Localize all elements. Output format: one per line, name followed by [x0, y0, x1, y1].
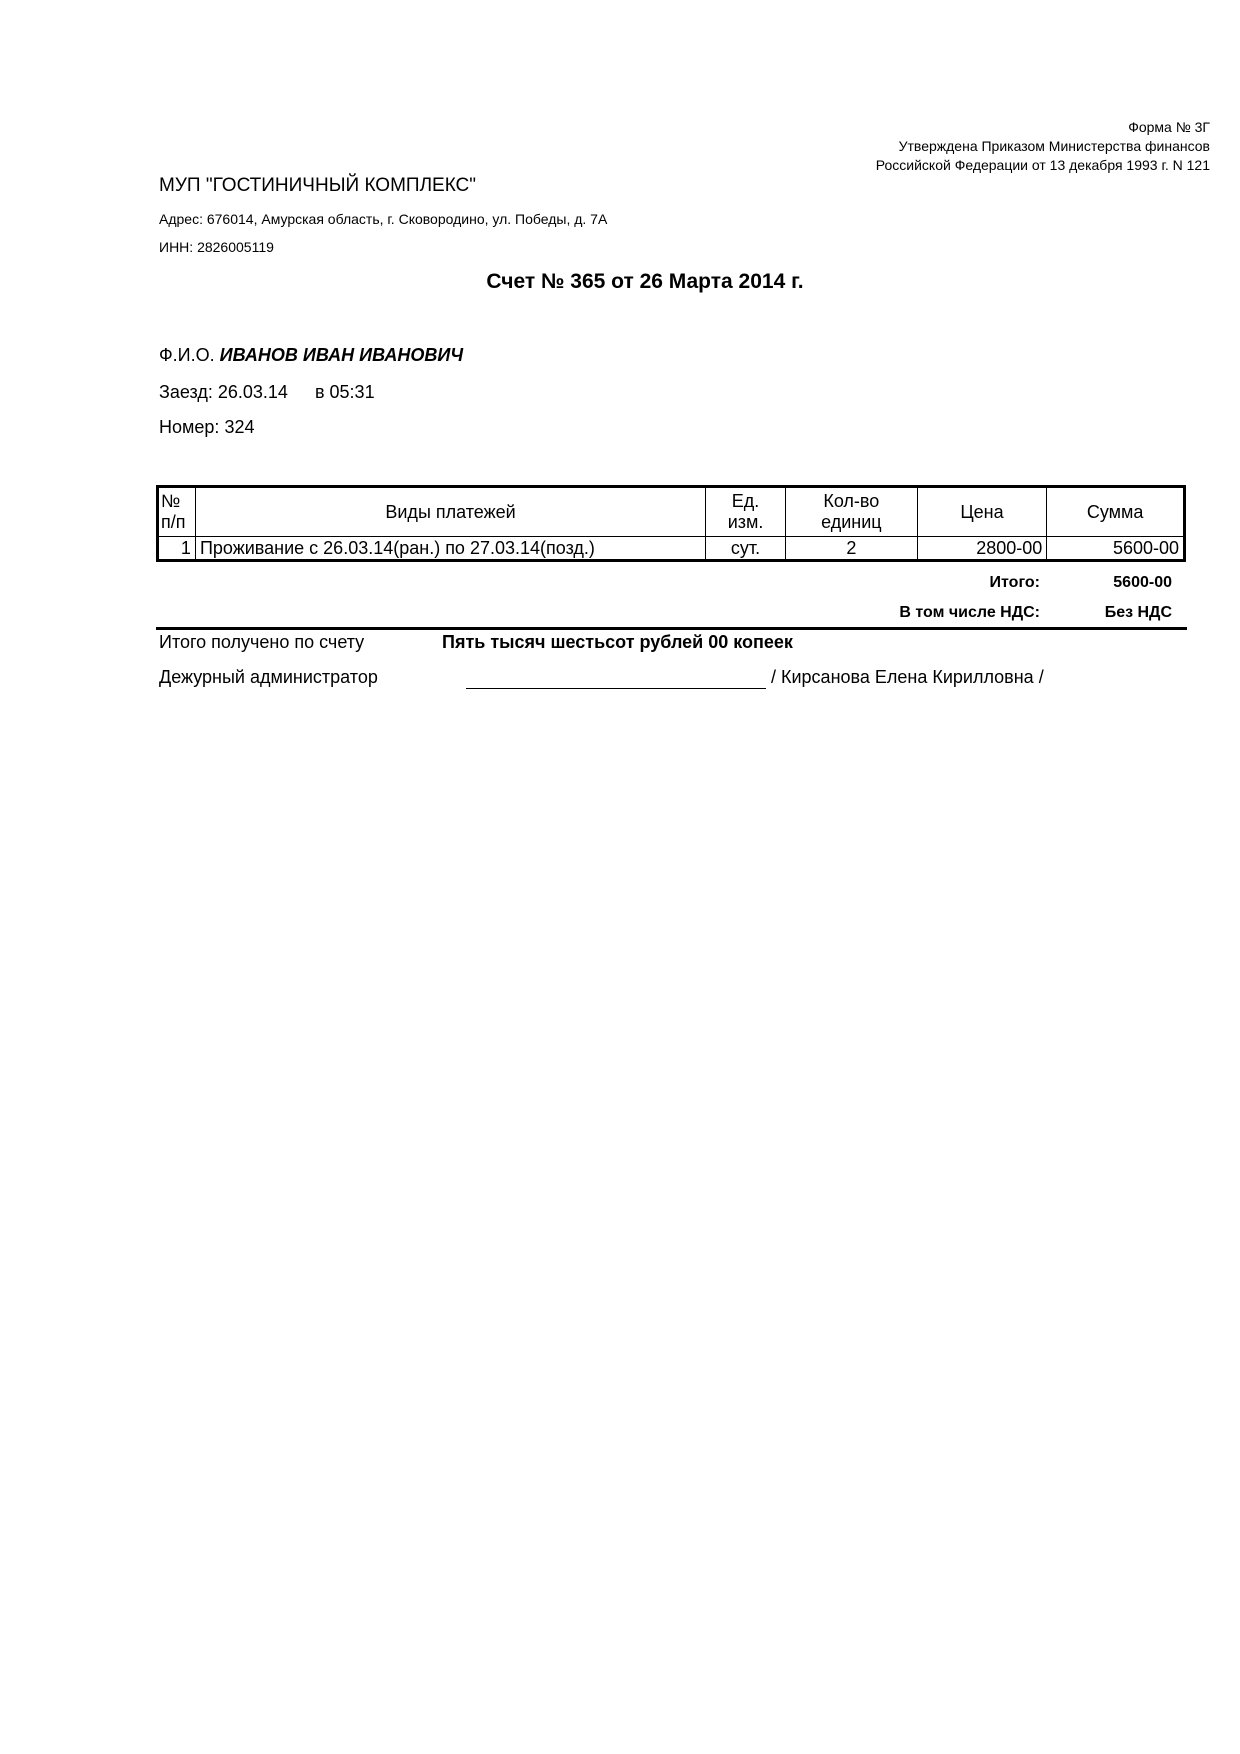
- checkin-date: 26.03.14: [217, 382, 288, 402]
- total-value: 5600-00: [1113, 574, 1172, 591]
- header-price: Цена: [917, 487, 1047, 537]
- header-num: № п/п: [158, 487, 196, 537]
- received-label: Итого получено по счету: [159, 632, 365, 652]
- vat-value: Без НДС: [1104, 604, 1172, 621]
- form-approval-line: Утверждена Приказом Министерства финансов: [898, 138, 1210, 154]
- table-header-row: [158, 487, 1185, 537]
- guest-name: ИВАНОВ ИВАН ИВАНОВИЧ: [219, 345, 464, 365]
- checkin-time: в 05:31: [314, 382, 375, 402]
- organization-address: Адрес: 676014, Амурская область, г. Сковородино, ул. Победы, д. 7А: [159, 211, 608, 227]
- checkin-label: Заезд:: [159, 382, 213, 402]
- cell-num: 1: [158, 537, 196, 561]
- administrator-label: Дежурный администратор: [159, 667, 378, 687]
- header-quantity: Кол-во единиц: [785, 487, 917, 537]
- table-row: [158, 537, 1185, 561]
- room-label: Номер:: [159, 417, 220, 437]
- administrator-name: / Кирсанова Елена Кирилловна /: [771, 667, 1044, 687]
- cell-unit: сут.: [706, 537, 786, 561]
- totals-divider: [156, 627, 1187, 630]
- room-number: 324: [224, 417, 255, 437]
- room-line: [159, 417, 254, 438]
- form-approval-line: Российской Федерации от 13 декабря 1993 г. N 121: [875, 157, 1210, 173]
- cell-sum: 5600-00: [1047, 537, 1185, 561]
- header-unit: Ед. изм.: [706, 487, 786, 537]
- header-payment-type: Виды платежей: [195, 487, 705, 537]
- total-label: Итого:: [989, 574, 1040, 591]
- vat-label: В том числе НДС:: [899, 604, 1040, 621]
- received-amount-words: Пять тысяч шестьсот рублей 00 копеек: [442, 632, 793, 652]
- payments-table: [156, 485, 1186, 562]
- header-sum: Сумма: [1047, 487, 1185, 537]
- organization-name: МУП "ГОСТИНИЧНЫЙ КОМПЛЕКС": [159, 175, 477, 196]
- cell-price: 2800-00: [917, 537, 1047, 561]
- guest-label: Ф.И.О.: [159, 345, 215, 365]
- organization-inn: ИНН: 2826005119: [159, 239, 274, 255]
- guest-line: [159, 345, 463, 366]
- form-number: Форма № 3Г: [1128, 119, 1210, 135]
- cell-payment-type: Проживание с 26.03.14(ран.) по 27.03.14(позд.): [195, 537, 705, 561]
- signature-line: [466, 688, 766, 689]
- invoice-title: Счет № 365 от 26 Марта 2014 г.: [486, 270, 804, 293]
- checkin-line: [159, 382, 375, 403]
- cell-quantity: 2: [785, 537, 917, 561]
